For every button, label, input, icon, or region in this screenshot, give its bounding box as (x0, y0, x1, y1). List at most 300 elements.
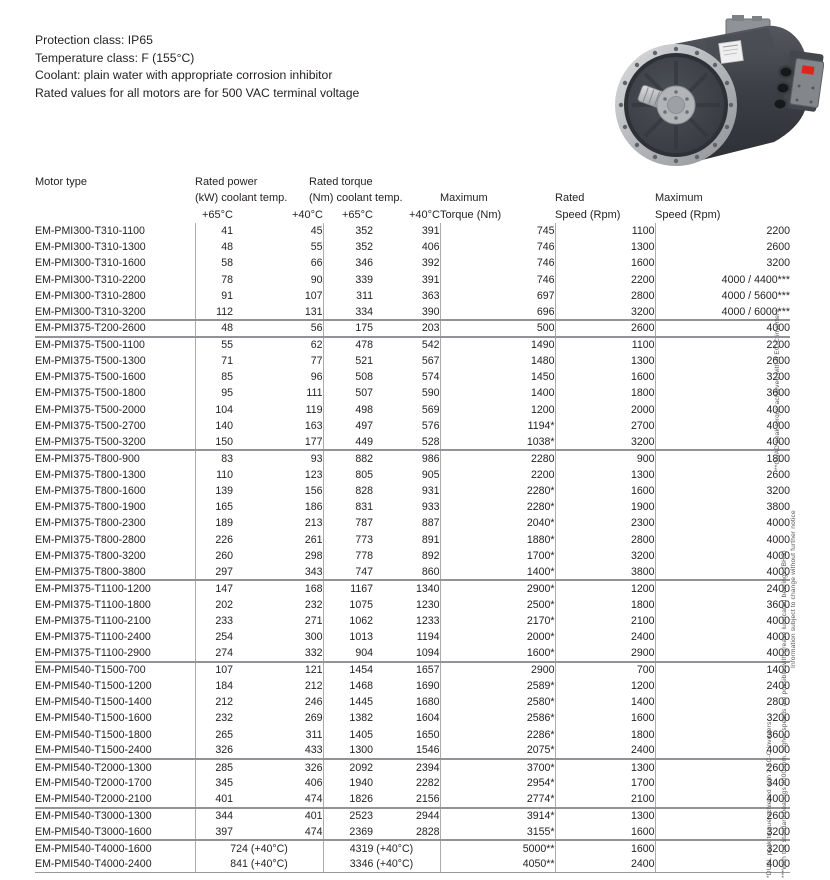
cell-motor-type: EM-PMI540-T1500-1200 (35, 678, 195, 694)
footnote-quad-peak-torque: **QUAD peak torque achieved with 4 EC-C inverters (774, 309, 781, 470)
cell-power-40c: 93 (233, 450, 323, 466)
cell-torque-65c: 352 (355, 241, 373, 254)
header-max-torque-line1: Maximum (440, 192, 488, 205)
cell-torque-65c: 828 (355, 484, 373, 497)
cell-torque-65c: 1300 (349, 744, 373, 757)
cell-torque-65c: 175 (323, 320, 373, 336)
motor-table-body (35, 223, 790, 873)
cell-torque-40c: 2282 (373, 775, 440, 791)
cell-power-65c: 48 (221, 241, 233, 254)
cell-max-torque: 746 (440, 272, 555, 288)
cell-rated-power-combined: 841 (+40°C) (195, 857, 323, 873)
cell-max-torque: 2000* (440, 629, 555, 645)
cell-power-65c: 110 (216, 468, 233, 481)
cell-max-torque: 2280 (440, 450, 555, 466)
cell-rated-speed: 3200 (555, 434, 655, 450)
cell-power-40c: 62 (233, 337, 323, 353)
cell-max-torque: 2280* (440, 499, 555, 515)
cell-rated-speed: 1100 (555, 223, 655, 239)
cell-max-speed: 2400 (655, 580, 790, 596)
cell-rated-speed: 1400 (555, 694, 655, 710)
cell-rated-speed: 3800 (555, 564, 655, 580)
cell-torque-40c: 569 (373, 402, 440, 418)
cell-max-speed: 3400 (766, 777, 791, 790)
cell-max-speed: 2800 (766, 696, 791, 709)
cell-motor-type: EM-PMI540-T3000-1600 (35, 824, 195, 840)
info-line-temperature-class: Temperature class: F (155°C) (35, 50, 195, 65)
cell-rated-power-combined: 724 (+40°C) (195, 840, 323, 856)
table-row (35, 450, 790, 466)
cell-torque-40c: 542 (373, 337, 440, 353)
cell-rated-speed: 1600 (555, 369, 655, 385)
cell-power-65c: 78 (221, 273, 233, 286)
cell-torque-40c: 1690 (373, 678, 440, 694)
cell-max-torque: 2586* (440, 710, 555, 726)
cell-max-torque: 500 (440, 320, 555, 336)
cell-power-65c: 345 (215, 777, 233, 790)
cell-torque-40c: 528 (373, 434, 440, 450)
cell-rated-speed: 2400 (555, 857, 655, 873)
cell-power-40c: 55 (233, 239, 323, 255)
cell-power-40c: 401 (233, 808, 323, 824)
cell-torque-40c: 391 (373, 272, 440, 288)
cell-max-torque: 1200 (440, 402, 555, 418)
table-row (35, 808, 790, 824)
cell-power-65c: 226 (215, 533, 233, 546)
cell-torque-40c: 590 (373, 385, 440, 401)
cell-torque-65c: 904 (355, 646, 373, 659)
cell-power-40c: 213 (233, 515, 323, 531)
cell-max-torque: 1480 (440, 353, 555, 369)
cell-torque-65c: 1445 (349, 696, 373, 709)
cell-rated-speed: 1100 (555, 337, 655, 353)
cell-motor-type: EM-PMI375-T800-900 (35, 450, 195, 466)
cell-power-40c: 156 (233, 483, 323, 499)
cell-rated-torque-combined: 3346 (+40°C) (323, 857, 440, 873)
cell-torque-40c: 931 (373, 483, 440, 499)
cell-torque-40c: 860 (373, 564, 440, 580)
header-rated-speed-line2: Speed (Rpm) (555, 208, 621, 221)
table-row (35, 434, 790, 450)
cell-torque-65c: 1167 (323, 580, 373, 596)
cell-motor-type: EM-PMI375-T800-1600 (35, 483, 195, 499)
cell-power-40c: 232 (233, 597, 323, 613)
cell-max-speed: 4000 (766, 549, 791, 562)
cell-max-torque: 2500* (440, 597, 555, 613)
cell-torque-40c: 2944 (373, 808, 440, 824)
cell-torque-65c: 508 (355, 371, 373, 384)
cell-rated-speed: 1300 (555, 759, 655, 775)
cell-power-65c: 85 (221, 371, 233, 384)
table-row (35, 629, 790, 645)
table-row (35, 662, 790, 678)
cell-torque-65c: 1826 (349, 793, 373, 806)
cell-power-65c: 184 (215, 679, 233, 692)
cell-rated-speed: 2000 (555, 402, 655, 418)
cell-power-65c: 265 (215, 728, 233, 741)
cell-power-65c: 112 (216, 305, 233, 318)
table-row (35, 792, 790, 808)
cell-max-speed: 2600 (766, 241, 791, 254)
cell-power-65c: 139 (215, 484, 233, 497)
table-row (35, 548, 790, 564)
cell-power-40c: 186 (233, 499, 323, 515)
cell-power-65c: 140 (215, 419, 233, 432)
cell-max-torque: 696 (440, 304, 555, 320)
cell-max-speed: 4000 (766, 403, 791, 416)
info-block (35, 32, 359, 102)
cell-max-speed: 3600 (766, 387, 791, 400)
cell-power-65c: 150 (215, 435, 233, 448)
cell-power-65c: 91 (221, 289, 233, 302)
cell-rated-speed: 2400 (555, 629, 655, 645)
table-row (35, 597, 790, 613)
cell-torque-40c: 1194 (373, 629, 440, 645)
cell-max-speed: 4000 (766, 533, 791, 546)
cell-power-40c: 311 (233, 727, 323, 743)
cell-torque-65c: 497 (355, 419, 373, 432)
cell-torque-40c: 1546 (373, 743, 440, 759)
cell-motor-type: EM-PMI375-T500-3200 (35, 434, 195, 450)
header-rated-torque: Rated torque (309, 176, 373, 189)
table-row (35, 353, 790, 369)
cell-rated-speed: 1300 (555, 353, 655, 369)
cell-power-65c: 233 (215, 614, 233, 627)
cell-max-speed: 3800 (766, 501, 791, 514)
cell-max-speed: 4000 / 6000*** (721, 305, 791, 318)
cell-power-40c: 131 (233, 304, 323, 320)
cell-power-40c: 300 (233, 629, 323, 645)
cell-torque-65c: 449 (355, 435, 373, 448)
cell-torque-65c: 311 (356, 289, 373, 302)
cell-power-65c: 254 (215, 631, 233, 644)
cell-torque-40c: 2394 (373, 759, 440, 775)
cell-torque-65c: 2092 (323, 759, 373, 775)
header-max-speed-line1: Maximum (655, 192, 703, 205)
cell-max-torque: 2170* (440, 613, 555, 629)
cell-power-65c: 83 (195, 450, 233, 466)
cell-max-torque: 1490 (440, 337, 555, 353)
cell-power-40c: 298 (233, 548, 323, 564)
cell-torque-40c: 2828 (373, 824, 440, 840)
cell-torque-40c: 574 (373, 369, 440, 385)
cell-motor-type: EM-PMI375-T500-1300 (35, 353, 195, 369)
cell-rated-speed: 2900 (555, 645, 655, 661)
cell-power-65c: 107 (195, 662, 233, 678)
cell-torque-40c: 986 (373, 450, 440, 466)
cell-power-65c: 260 (215, 549, 233, 562)
table-row (35, 272, 790, 288)
table-row (35, 759, 790, 775)
cell-power-65c: 71 (221, 354, 233, 367)
cell-torque-65c: 1454 (323, 662, 373, 678)
cell-torque-40c: 1230 (373, 597, 440, 613)
cell-motor-type: EM-PMI300-T310-2800 (35, 288, 195, 304)
cell-motor-type: EM-PMI375-T500-1800 (35, 385, 195, 401)
cell-torque-65c: 352 (355, 224, 373, 237)
cell-motor-type: EM-PMI375-T800-2300 (35, 515, 195, 531)
cell-power-40c: 168 (233, 580, 323, 596)
cell-torque-65c: 339 (355, 273, 373, 286)
cell-motor-type: EM-PMI375-T500-2000 (35, 402, 195, 418)
cell-torque-40c: 390 (373, 304, 440, 320)
cell-torque-65c: 831 (355, 501, 373, 514)
table-row (35, 743, 790, 759)
cell-power-40c: 66 (233, 255, 323, 271)
cell-max-torque: 1600* (440, 645, 555, 661)
cell-motor-type: EM-PMI375-T1100-1200 (35, 580, 195, 596)
cell-power-40c: 433 (233, 743, 323, 759)
cell-torque-40c: 1650 (373, 727, 440, 743)
cell-torque-40c: 1657 (373, 662, 440, 678)
cell-max-speed: 1800 (655, 450, 790, 466)
cell-rated-speed: 1300 (555, 808, 655, 824)
cell-max-torque: 2200 (440, 467, 555, 483)
cell-max-speed: 4000 / 5600*** (721, 289, 791, 302)
table-header (35, 174, 790, 223)
cell-power-65c: 147 (195, 580, 233, 596)
cell-motor-type: EM-PMI540-T1500-2400 (35, 743, 195, 759)
cell-max-speed: 3200 (766, 257, 791, 270)
header-power-40c: +40°C (291, 208, 323, 221)
cell-power-40c: 111 (233, 385, 323, 401)
cell-power-40c: 261 (233, 532, 323, 548)
cell-max-torque: 2900 (440, 662, 555, 678)
cell-max-speed: 2600 (766, 468, 791, 481)
cell-power-40c: 271 (233, 613, 323, 629)
cell-max-speed: 3200 (766, 712, 791, 725)
table-row (35, 402, 790, 418)
motor-photo-illustration (608, 14, 824, 167)
cell-power-65c: 212 (215, 696, 233, 709)
table-row (35, 239, 790, 255)
table-row (35, 840, 790, 856)
cell-torque-65c: 1382 (349, 712, 373, 725)
cell-motor-type: EM-PMI375-T500-1100 (35, 337, 195, 353)
cell-motor-type: EM-PMI375-T1100-2400 (35, 629, 195, 645)
table-row (35, 255, 790, 271)
cell-max-torque: 2900* (440, 580, 555, 596)
cell-rated-speed: 1600 (555, 710, 655, 726)
cell-rated-speed: 900 (555, 450, 655, 466)
cell-power-65c: 202 (215, 598, 233, 611)
cell-max-speed: 3200 (655, 840, 790, 856)
cell-torque-65c: 1075 (349, 598, 373, 611)
table-row (35, 223, 790, 239)
cell-power-65c: 48 (195, 320, 233, 336)
info-line-coolant: Coolant: plain water with appropriate corrosion inhibitor (35, 68, 333, 83)
cell-torque-65c: 1468 (349, 679, 373, 692)
header-torque-65c: +65°C (341, 208, 373, 221)
table-row (35, 775, 790, 791)
cell-max-speed: 4000 (766, 631, 791, 644)
header-power-65c: +65°C (201, 208, 233, 221)
cell-max-speed: 4000 (655, 320, 790, 336)
cell-torque-65c: 1405 (349, 728, 373, 741)
motor-spec-table (35, 174, 790, 873)
cell-rated-speed: 2800 (555, 532, 655, 548)
cell-motor-type: EM-PMI540-T2000-1300 (35, 759, 195, 775)
info-line-rated-values: Rated values for all motors are for 500 VAC terminal voltage (35, 85, 360, 100)
cell-motor-type: EM-PMI300-T310-2200 (35, 272, 195, 288)
cell-max-speed: 2400 (766, 679, 791, 692)
cell-motor-type: EM-PMI375-T800-3200 (35, 548, 195, 564)
table-row (35, 710, 790, 726)
table-row (35, 304, 790, 320)
cell-torque-65c: 747 (355, 565, 373, 578)
cell-max-torque: 1450 (440, 369, 555, 385)
cell-power-40c: 107 (233, 288, 323, 304)
cell-motor-type: EM-PMI375-T800-1900 (35, 499, 195, 515)
cell-power-65c: 58 (221, 257, 233, 270)
cell-torque-40c: 576 (373, 418, 440, 434)
cell-power-65c: 55 (195, 337, 233, 353)
cell-rated-speed: 1200 (555, 678, 655, 694)
cell-torque-40c: 567 (373, 353, 440, 369)
footnote-information-subject-to-change: Information subject to change without further notice (790, 510, 797, 668)
cell-motor-type: EM-PMI300-T310-1300 (35, 239, 195, 255)
cell-power-65c: 397 (215, 825, 233, 838)
cell-torque-65c: 334 (355, 305, 373, 318)
cell-power-40c: 56 (233, 320, 323, 336)
cell-max-torque: 3914* (440, 808, 555, 824)
cell-max-torque: 3700* (440, 759, 555, 775)
cell-max-speed: 2600 (655, 759, 790, 775)
cell-power-65c: 297 (215, 565, 233, 578)
table-row (35, 532, 790, 548)
table-row (35, 467, 790, 483)
cell-rated-speed: 2600 (555, 320, 655, 336)
motor-product-photo (608, 14, 824, 167)
table-row (35, 515, 790, 531)
table-row (35, 499, 790, 515)
cell-power-65c: 41 (221, 224, 233, 237)
cell-power-65c: 232 (215, 712, 233, 725)
cell-max-speed: 4000 (766, 793, 791, 806)
cell-motor-type: EM-PMI375-T800-3800 (35, 564, 195, 580)
cell-max-torque: 2580* (440, 694, 555, 710)
cell-max-speed: 4000 (766, 614, 791, 627)
cell-power-40c: 163 (233, 418, 323, 434)
cell-torque-65c: 1062 (349, 614, 373, 627)
cell-motor-type: EM-PMI540-T2000-2100 (35, 792, 195, 808)
cell-max-torque: 1880* (440, 532, 555, 548)
footnote-standard-bearings: ***With the standard bearings 4000 rpm, higher speeds are possible with grease lubricated bearings (BHS) (781, 550, 788, 878)
cell-rated-speed: 2200 (555, 272, 655, 288)
cell-rated-speed: 1600 (555, 824, 655, 840)
cell-max-speed: 3600 (766, 598, 791, 611)
cell-rated-speed: 700 (555, 662, 655, 678)
cell-torque-40c: 887 (373, 515, 440, 531)
cell-max-speed: 4000 (766, 517, 791, 530)
cell-power-65c: 326 (215, 744, 233, 757)
cell-motor-type: EM-PMI375-T1100-2900 (35, 645, 195, 661)
table-row (35, 613, 790, 629)
cell-torque-40c: 905 (373, 467, 440, 483)
cell-motor-type: EM-PMI540-T1500-1400 (35, 694, 195, 710)
cell-rated-speed: 1600 (555, 840, 655, 856)
cell-power-40c: 77 (233, 353, 323, 369)
cell-max-torque: 1038* (440, 434, 555, 450)
cell-motor-type: EM-PMI540-T1500-700 (35, 662, 195, 678)
cell-torque-40c: 392 (373, 255, 440, 271)
table-row (35, 857, 790, 873)
cell-power-40c: 177 (233, 434, 323, 450)
cell-max-torque: 3155* (440, 824, 555, 840)
cell-torque-65c: 787 (355, 517, 373, 530)
header-rated-power: Rated power (195, 176, 258, 189)
cell-max-speed: 3200 (766, 825, 791, 838)
cell-max-torque: 2280* (440, 483, 555, 499)
cell-motor-type: EM-PMI540-T1500-1600 (35, 710, 195, 726)
info-line-protection-class: Protection class: IP65 (35, 33, 153, 47)
cell-rated-speed: 2300 (555, 515, 655, 531)
cell-torque-65c: 1940 (349, 777, 373, 790)
cell-motor-type: EM-PMI375-T1100-1800 (35, 597, 195, 613)
table-row (35, 385, 790, 401)
cell-max-speed: 4000 (766, 435, 791, 448)
cell-torque-65c: 773 (355, 533, 373, 546)
cell-max-torque: 2040* (440, 515, 555, 531)
table-row (35, 694, 790, 710)
cell-rated-speed: 2100 (555, 792, 655, 808)
cell-max-torque: 1400 (440, 385, 555, 401)
cell-max-speed: 2200 (766, 224, 791, 237)
cell-max-speed: 3200 (766, 484, 791, 497)
table-row (35, 320, 790, 336)
motor-front-face (615, 44, 737, 166)
cell-torque-40c: 891 (373, 532, 440, 548)
cell-max-speed: 1400 (655, 662, 790, 678)
cell-torque-40c: 1233 (373, 613, 440, 629)
cell-max-speed: 4000 (766, 744, 791, 757)
cell-motor-type: EM-PMI300-T310-1600 (35, 255, 195, 271)
footnote-dual-peak-torque: *DUAL peak torque achieved with 2 EC-C inverters (766, 721, 773, 878)
header-torque-unit: (Nm) coolant temp. (309, 192, 403, 205)
cell-motor-type: EM-PMI300-T310-3200 (35, 304, 195, 320)
cell-torque-65c: 478 (323, 337, 373, 353)
cell-torque-40c: 933 (373, 499, 440, 515)
cell-torque-40c: 2156 (373, 792, 440, 808)
cell-power-40c: 90 (233, 272, 323, 288)
cell-power-65c: 274 (215, 646, 233, 659)
cell-rated-speed: 3200 (555, 548, 655, 564)
cell-max-torque: 1194* (440, 418, 555, 434)
header-rated-speed-line1: Rated (555, 192, 585, 205)
cell-max-speed: 3200 (766, 371, 791, 384)
cell-rated-speed: 1300 (555, 239, 655, 255)
cell-power-40c: 246 (233, 694, 323, 710)
header-torque-40c: +40°C (409, 208, 441, 221)
cell-rated-speed: 3200 (555, 304, 655, 320)
cell-torque-65c: 1013 (349, 631, 373, 644)
cell-max-torque: 746 (440, 255, 555, 271)
cell-torque-40c: 363 (373, 288, 440, 304)
cell-torque-40c: 1340 (373, 580, 440, 596)
cell-power-40c: 406 (233, 775, 323, 791)
cell-torque-40c: 406 (373, 239, 440, 255)
cell-power-40c: 269 (233, 710, 323, 726)
cell-torque-65c: 778 (355, 549, 373, 562)
cell-power-40c: 474 (233, 824, 323, 840)
cell-torque-65c: 498 (355, 403, 373, 416)
cell-motor-type: EM-PMI375-T800-1300 (35, 467, 195, 483)
table-row (35, 418, 790, 434)
table-row (35, 564, 790, 580)
cell-rated-speed: 2400 (555, 743, 655, 759)
cell-torque-65c: 805 (355, 468, 373, 481)
motor-nameplate (719, 41, 744, 64)
